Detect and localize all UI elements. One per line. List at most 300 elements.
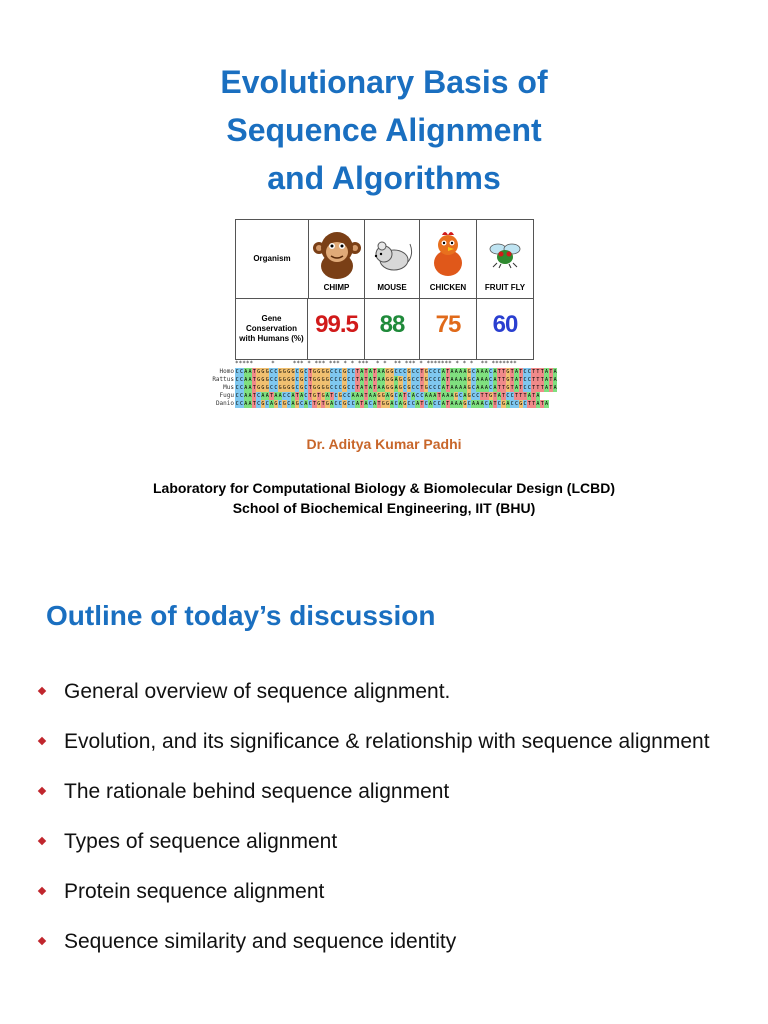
nucleotide: C bbox=[347, 377, 351, 383]
lab-line-2: School of Biochemical Engineering, IIT (BHU) bbox=[232, 500, 536, 516]
nucleotide: C bbox=[411, 401, 415, 407]
nucleotide: A bbox=[368, 369, 372, 375]
nucleotide: C bbox=[394, 401, 398, 407]
nucleotide: T bbox=[540, 369, 544, 375]
nucleotide: T bbox=[502, 377, 506, 383]
nucleotide: A bbox=[368, 393, 372, 399]
chimp-icon bbox=[309, 226, 364, 282]
nucleotide: C bbox=[497, 401, 501, 407]
nucleotide: A bbox=[394, 385, 398, 391]
nucleotide: G bbox=[321, 385, 325, 391]
title-line-3: and Algorithms bbox=[267, 160, 501, 196]
nucleotide: C bbox=[239, 401, 243, 407]
nucleotide: C bbox=[257, 401, 261, 407]
nucleotide: G bbox=[257, 385, 261, 391]
nucleotide: G bbox=[321, 377, 325, 383]
alignment-block bbox=[235, 360, 565, 408]
nucleotide: G bbox=[317, 401, 321, 407]
nucleotide: C bbox=[489, 377, 493, 383]
nucleotide: A bbox=[300, 393, 304, 399]
lab-line-1: Laboratory for Computational Biology & Biomolecular Design (LCBD) bbox=[152, 480, 616, 496]
nucleotide: C bbox=[433, 401, 437, 407]
diamond-bullet-icon bbox=[36, 885, 48, 897]
nucleotide: C bbox=[433, 385, 437, 391]
sequence-row bbox=[235, 392, 565, 400]
nucleotide: A bbox=[545, 401, 549, 407]
nucleotide: T bbox=[364, 393, 368, 399]
nucleotide: T bbox=[252, 377, 256, 383]
nucleotide: G bbox=[317, 377, 321, 383]
nucleotide: T bbox=[308, 377, 312, 383]
nucleotide: A bbox=[454, 385, 458, 391]
nucleotide: T bbox=[330, 393, 334, 399]
nucleotide: G bbox=[325, 369, 329, 375]
nucleotide: C bbox=[347, 401, 351, 407]
nucleotide: A bbox=[394, 377, 398, 383]
nucleotide: G bbox=[274, 401, 278, 407]
nucleotide: G bbox=[278, 369, 282, 375]
conservation-cell bbox=[365, 299, 420, 359]
conservation-value: 60 bbox=[492, 311, 518, 338]
nucleotide: G bbox=[407, 369, 411, 375]
nucleotide: G bbox=[343, 401, 347, 407]
nucleotide: C bbox=[471, 369, 475, 375]
diamond-bullet-icon bbox=[36, 685, 48, 697]
nucleotide: T bbox=[532, 393, 536, 399]
mouse-icon bbox=[365, 226, 419, 282]
nucleotide: T bbox=[510, 377, 514, 383]
nucleotide: A bbox=[463, 385, 467, 391]
nucleotide: G bbox=[278, 385, 282, 391]
nucleotide: T bbox=[446, 401, 450, 407]
nucleotide: C bbox=[484, 401, 488, 407]
nucleotide: A bbox=[459, 401, 463, 407]
nucleotide: T bbox=[420, 369, 424, 375]
nucleotide: A bbox=[360, 377, 364, 383]
nucleotide: C bbox=[338, 401, 342, 407]
nucleotide: C bbox=[416, 369, 420, 375]
nucleotide: A bbox=[480, 385, 484, 391]
nucleotide: A bbox=[330, 401, 334, 407]
nucleotide: T bbox=[480, 393, 484, 399]
nucleotide: G bbox=[265, 377, 269, 383]
nucleotide: A bbox=[441, 369, 445, 375]
nucleotide: A bbox=[398, 401, 402, 407]
nucleotide: A bbox=[411, 393, 415, 399]
nucleotide: T bbox=[252, 385, 256, 391]
nucleotide: T bbox=[502, 393, 506, 399]
nucleotide: A bbox=[291, 401, 295, 407]
nucleotide: T bbox=[308, 393, 312, 399]
nucleotide: C bbox=[420, 393, 424, 399]
outline-item-text: Sequence similarity and sequence identity bbox=[64, 930, 457, 953]
nucleotide: A bbox=[244, 377, 248, 383]
nucleotide: G bbox=[261, 385, 265, 391]
nucleotide: C bbox=[433, 377, 437, 383]
nucleotide: A bbox=[304, 401, 308, 407]
nucleotide: G bbox=[291, 385, 295, 391]
nucleotide: C bbox=[304, 385, 308, 391]
nucleotide: T bbox=[549, 385, 553, 391]
nucleotide: T bbox=[355, 369, 359, 375]
nucleotide: A bbox=[433, 393, 437, 399]
nucleotide: T bbox=[540, 401, 544, 407]
nucleotide: T bbox=[510, 385, 514, 391]
nucleotide: T bbox=[493, 393, 497, 399]
nucleotide: A bbox=[476, 401, 480, 407]
nucleotide: C bbox=[235, 393, 239, 399]
nucleotide: C bbox=[429, 385, 433, 391]
nucleotide: A bbox=[545, 377, 549, 383]
nucleotide: A bbox=[493, 377, 497, 383]
conservation-stars: ***** * *** * *** *** * * *** * * ** *** * ******* * * * ** ******* bbox=[235, 360, 517, 367]
nucleotide: T bbox=[502, 369, 506, 375]
nucleotide: C bbox=[343, 393, 347, 399]
author-name: Dr. Aditya Kumar Padhi bbox=[306, 436, 462, 452]
nucleotide: C bbox=[351, 377, 355, 383]
nucleotide: G bbox=[312, 369, 316, 375]
nucleotide: G bbox=[381, 401, 385, 407]
nucleotide: G bbox=[506, 369, 510, 375]
nucleotide: T bbox=[437, 393, 441, 399]
nucleotide: G bbox=[317, 369, 321, 375]
nucleotide: C bbox=[523, 369, 527, 375]
nucleotide: T bbox=[532, 385, 536, 391]
nucleotide: A bbox=[291, 393, 295, 399]
nucleotide: T bbox=[502, 385, 506, 391]
nucleotide: A bbox=[553, 377, 557, 383]
diamond-bullet-icon bbox=[36, 785, 48, 797]
sequence-row bbox=[235, 384, 565, 392]
sequence-alignment bbox=[200, 360, 570, 410]
nucleotide: A bbox=[441, 377, 445, 383]
nucleotide: T bbox=[532, 369, 536, 375]
nucleotide: G bbox=[454, 393, 458, 399]
title-line-1: Evolutionary Basis of bbox=[220, 64, 548, 100]
nucleotide: C bbox=[411, 385, 415, 391]
nucleotide: A bbox=[244, 369, 248, 375]
nucleotide: C bbox=[398, 369, 402, 375]
nucleotide: G bbox=[386, 377, 390, 383]
nucleotide: C bbox=[274, 377, 278, 383]
nucleotide: A bbox=[446, 393, 450, 399]
nucleotide: C bbox=[351, 401, 355, 407]
nucleotide: T bbox=[514, 393, 518, 399]
nucleotide: T bbox=[493, 401, 497, 407]
nucleotide: T bbox=[536, 369, 540, 375]
conservation-value: 88 bbox=[379, 311, 405, 338]
nucleotide: A bbox=[377, 385, 381, 391]
nucleotide: A bbox=[373, 393, 377, 399]
nucleotide: T bbox=[364, 377, 368, 383]
nucleotide: C bbox=[433, 369, 437, 375]
nucleotide: A bbox=[493, 385, 497, 391]
outline-item-text: Evolution, and its significance & relationship with sequence alignment bbox=[64, 730, 710, 753]
nucleotide: G bbox=[291, 369, 295, 375]
nucleotide: T bbox=[497, 385, 501, 391]
nucleotide: C bbox=[338, 385, 342, 391]
nucleotide: C bbox=[407, 401, 411, 407]
nucleotide: A bbox=[459, 377, 463, 383]
nucleotide: T bbox=[536, 385, 540, 391]
nucleotide: T bbox=[519, 377, 523, 383]
outline-item-text: The rationale behind sequence alignment bbox=[64, 780, 450, 803]
nucleotide: A bbox=[553, 385, 557, 391]
nucleotide: A bbox=[429, 393, 433, 399]
nucleotide: C bbox=[239, 377, 243, 383]
nucleotide: G bbox=[398, 385, 402, 391]
nucleotide: T bbox=[252, 393, 256, 399]
nucleotide: T bbox=[519, 369, 523, 375]
nucleotide: T bbox=[446, 385, 450, 391]
nucleotide: C bbox=[330, 385, 334, 391]
nucleotide: C bbox=[308, 401, 312, 407]
nucleotide: A bbox=[248, 393, 252, 399]
nucleotide: A bbox=[244, 385, 248, 391]
nucleotide: C bbox=[527, 385, 531, 391]
organism-name: CHIMP bbox=[323, 283, 350, 292]
nucleotide: A bbox=[248, 385, 252, 391]
nucleotide: C bbox=[295, 385, 299, 391]
nucleotide: G bbox=[321, 393, 325, 399]
organism-cell-mouse bbox=[365, 220, 420, 298]
nucleotide: G bbox=[467, 393, 471, 399]
nucleotide: G bbox=[381, 393, 385, 399]
nucleotide: C bbox=[295, 369, 299, 375]
nucleotide: C bbox=[429, 377, 433, 383]
nucleotide: G bbox=[506, 377, 510, 383]
outline-heading: Outline of today’s discussion bbox=[46, 600, 436, 631]
outline-item bbox=[34, 870, 734, 914]
nucleotide: C bbox=[270, 385, 274, 391]
nucleotide: C bbox=[351, 385, 355, 391]
nucleotide: A bbox=[325, 393, 329, 399]
fruit-fly-icon bbox=[477, 226, 533, 282]
nucleotide: A bbox=[450, 385, 454, 391]
nucleotide: C bbox=[287, 401, 291, 407]
nucleotide: C bbox=[407, 393, 411, 399]
nucleotide: C bbox=[471, 393, 475, 399]
nucleotide: A bbox=[373, 401, 377, 407]
nucleotide: C bbox=[489, 369, 493, 375]
nucleotide: T bbox=[549, 369, 553, 375]
nucleotide: T bbox=[252, 401, 256, 407]
nucleotide: C bbox=[411, 369, 415, 375]
nucleotide: C bbox=[437, 385, 441, 391]
nucleotide: C bbox=[416, 393, 420, 399]
gene-conservation-figure bbox=[235, 219, 534, 360]
nucleotide: C bbox=[235, 385, 239, 391]
nucleotide: T bbox=[540, 377, 544, 383]
nucleotide: A bbox=[424, 393, 428, 399]
nucleotide: A bbox=[360, 393, 364, 399]
nucleotide: C bbox=[424, 401, 428, 407]
nucleotide: G bbox=[278, 377, 282, 383]
outline-item bbox=[34, 920, 734, 964]
nucleotide: A bbox=[244, 393, 248, 399]
nucleotide: T bbox=[497, 369, 501, 375]
nucleotide: C bbox=[235, 401, 239, 407]
nucleotide: C bbox=[437, 401, 441, 407]
nucleotide: G bbox=[386, 369, 390, 375]
nucleotide: G bbox=[282, 385, 286, 391]
nucleotide: T bbox=[321, 401, 325, 407]
nucleotide: G bbox=[463, 401, 467, 407]
nucleotide: T bbox=[549, 377, 553, 383]
nucleotide: C bbox=[471, 377, 475, 383]
nucleotide: C bbox=[334, 385, 338, 391]
nucleotide: A bbox=[244, 401, 248, 407]
nucleotide: C bbox=[368, 401, 372, 407]
nucleotide: A bbox=[493, 369, 497, 375]
nucleotide: A bbox=[454, 377, 458, 383]
organism-row bbox=[236, 220, 533, 299]
outline-item bbox=[34, 670, 734, 714]
nucleotide: G bbox=[390, 385, 394, 391]
nucleotide: C bbox=[338, 377, 342, 383]
nucleotide: T bbox=[519, 385, 523, 391]
nucleotide: T bbox=[532, 377, 536, 383]
nucleotide: A bbox=[463, 377, 467, 383]
organism-cell-chicken bbox=[420, 220, 477, 298]
nucleotide: A bbox=[480, 377, 484, 383]
nucleotide: G bbox=[338, 393, 342, 399]
nucleotide: A bbox=[261, 393, 265, 399]
nucleotide: G bbox=[261, 377, 265, 383]
nucleotide: G bbox=[300, 385, 304, 391]
nucleotide: C bbox=[471, 385, 475, 391]
nucleotide: C bbox=[514, 401, 518, 407]
nucleotide: C bbox=[330, 377, 334, 383]
nucleotide: A bbox=[497, 393, 501, 399]
nucleotide: A bbox=[480, 401, 484, 407]
nucleotide: G bbox=[467, 377, 471, 383]
nucleotide: C bbox=[394, 393, 398, 399]
species-name: Homo bbox=[219, 368, 234, 375]
nucleotide: A bbox=[278, 393, 282, 399]
nucleotide: T bbox=[355, 377, 359, 383]
nucleotide: C bbox=[459, 393, 463, 399]
nucleotide: G bbox=[321, 369, 325, 375]
nucleotide: G bbox=[312, 385, 316, 391]
nucleotide: A bbox=[459, 385, 463, 391]
nucleotide: C bbox=[334, 377, 338, 383]
nucleotide: A bbox=[536, 401, 540, 407]
nucleotide: G bbox=[390, 369, 394, 375]
nucleotide: T bbox=[519, 393, 523, 399]
diamond-bullet-icon bbox=[36, 735, 48, 747]
nucleotide: C bbox=[416, 377, 420, 383]
nucleotide: T bbox=[252, 369, 256, 375]
nucleotide: A bbox=[514, 369, 518, 375]
nucleotide: A bbox=[360, 385, 364, 391]
nucleotide: C bbox=[304, 377, 308, 383]
organism-name: MOUSE bbox=[377, 283, 407, 292]
lab-affiliation bbox=[0, 478, 768, 518]
nucleotide: A bbox=[450, 369, 454, 375]
nucleotide: A bbox=[450, 401, 454, 407]
organism-label: Organism bbox=[236, 220, 309, 298]
nucleotide: A bbox=[553, 369, 557, 375]
nucleotide: G bbox=[343, 369, 347, 375]
nucleotide: G bbox=[343, 385, 347, 391]
nucleotide: T bbox=[532, 401, 536, 407]
nucleotide: C bbox=[278, 401, 282, 407]
nucleotide: T bbox=[312, 401, 316, 407]
nucleotide: A bbox=[386, 393, 390, 399]
nucleotide: A bbox=[248, 369, 252, 375]
nucleotide: A bbox=[381, 369, 385, 375]
conservation-cell bbox=[309, 299, 365, 359]
nucleotide: G bbox=[390, 393, 394, 399]
nucleotide: A bbox=[381, 377, 385, 383]
nucleotide: A bbox=[377, 369, 381, 375]
nucleotide: G bbox=[265, 369, 269, 375]
species-name: Fugu bbox=[219, 392, 234, 399]
nucleotide: T bbox=[317, 393, 321, 399]
nucleotide: T bbox=[446, 377, 450, 383]
outline-item bbox=[34, 820, 734, 864]
nucleotide: A bbox=[364, 401, 368, 407]
nucleotide: G bbox=[291, 377, 295, 383]
nucleotide: T bbox=[364, 369, 368, 375]
nucleotide: C bbox=[304, 393, 308, 399]
nucleotide: T bbox=[373, 385, 377, 391]
nucleotide: G bbox=[325, 377, 329, 383]
conservation-label: Gene Conservation with Humans (%) bbox=[236, 299, 308, 359]
nucleotide: C bbox=[523, 385, 527, 391]
nucleotide: G bbox=[300, 377, 304, 383]
nucleotide: T bbox=[308, 369, 312, 375]
nucleotide: T bbox=[527, 401, 531, 407]
nucleotide: G bbox=[407, 377, 411, 383]
nucleotide: C bbox=[523, 401, 527, 407]
nucleotide: T bbox=[403, 393, 407, 399]
nucleotide: A bbox=[484, 369, 488, 375]
outline-item bbox=[34, 720, 734, 764]
nucleotide: T bbox=[364, 385, 368, 391]
nucleotide: A bbox=[463, 393, 467, 399]
nucleotide: G bbox=[407, 385, 411, 391]
species-name: Danio bbox=[215, 400, 234, 407]
nucleotide: T bbox=[510, 369, 514, 375]
nucleotide: C bbox=[330, 369, 334, 375]
nucleotide: A bbox=[248, 401, 252, 407]
nucleotide: G bbox=[287, 385, 291, 391]
nucleotide: A bbox=[476, 385, 480, 391]
nucleotide: G bbox=[312, 377, 316, 383]
nucleotide: T bbox=[540, 385, 544, 391]
nucleotide: T bbox=[270, 393, 274, 399]
nucleotide: A bbox=[536, 393, 540, 399]
species-name: Rattus bbox=[212, 376, 234, 383]
nucleotide: C bbox=[467, 401, 471, 407]
nucleotide: G bbox=[489, 393, 493, 399]
nucleotide: A bbox=[355, 401, 359, 407]
nucleotide: T bbox=[446, 369, 450, 375]
nucleotide: G bbox=[312, 393, 316, 399]
nucleotide: A bbox=[480, 369, 484, 375]
nucleotide: C bbox=[403, 385, 407, 391]
nucleotide: G bbox=[502, 401, 506, 407]
nucleotide: C bbox=[527, 377, 531, 383]
nucleotide: G bbox=[506, 385, 510, 391]
nucleotide: C bbox=[411, 377, 415, 383]
nucleotide: C bbox=[403, 369, 407, 375]
conservation-cell bbox=[420, 299, 477, 359]
outline-item-text: General overview of sequence alignment. bbox=[64, 680, 451, 703]
nucleotide: A bbox=[514, 377, 518, 383]
